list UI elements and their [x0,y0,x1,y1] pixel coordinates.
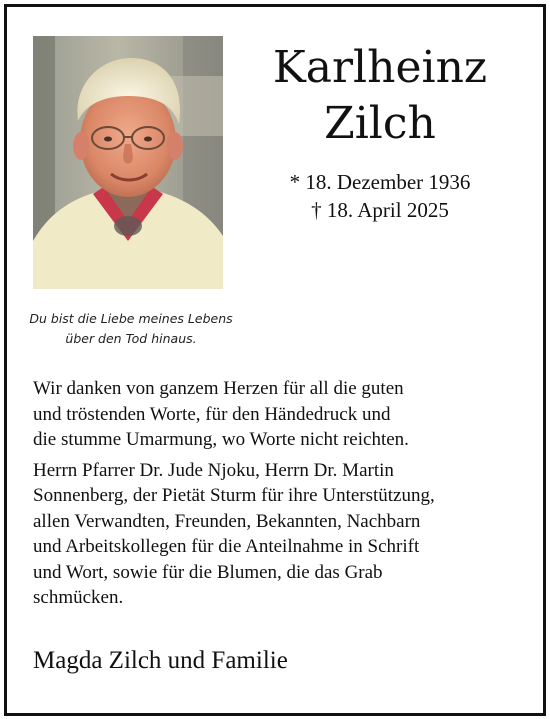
memorial-quote [16,309,246,349]
text-line: und Arbeitskollegen für die Anteilnahme in Schrift [33,536,420,557]
birth-date: * 18. Dezember 1936 [289,170,471,194]
first-name: Karlheinz [272,42,488,93]
text-line: allen Verwandten, Freunden, Bekannten, Nachbarn [33,510,421,532]
death-date: † 18. April 2025 [311,198,449,222]
text-line: Herrn Pfarrer Dr. Jude Njoku, Herrn Dr. Martin [33,459,394,481]
acknowledgements-paragraph [33,458,513,611]
family-signature: Magda Zilch und Familie [33,647,288,674]
thank-you-paragraph [33,376,513,453]
memorial-quote-line: über den Tod hinaus. [65,331,197,346]
text-line: Wir danken von ganzem Herzen für all die guten [33,378,404,399]
portrait-photo [33,36,223,289]
text-line: und Wort, sowie für die Blumen, die das Grab [33,561,383,583]
text-line: schmücken. [33,587,124,608]
thank-you-text [33,376,513,611]
last-name: Zilch [324,98,436,149]
text-line: Sonnenberg, der Pietät Sturm für ihre Unterstützung, [33,485,435,506]
life-dates [250,168,510,224]
text-line: die stumme Umarmung, wo Worte nicht reichten. [33,429,409,450]
memorial-quote-line: Du bist die Liebe meines Lebens [29,311,233,326]
portrait-photo-icon [33,36,223,289]
deceased-name [250,40,510,152]
text-line: und tröstenden Worte, für den Händedruck und [33,403,391,425]
